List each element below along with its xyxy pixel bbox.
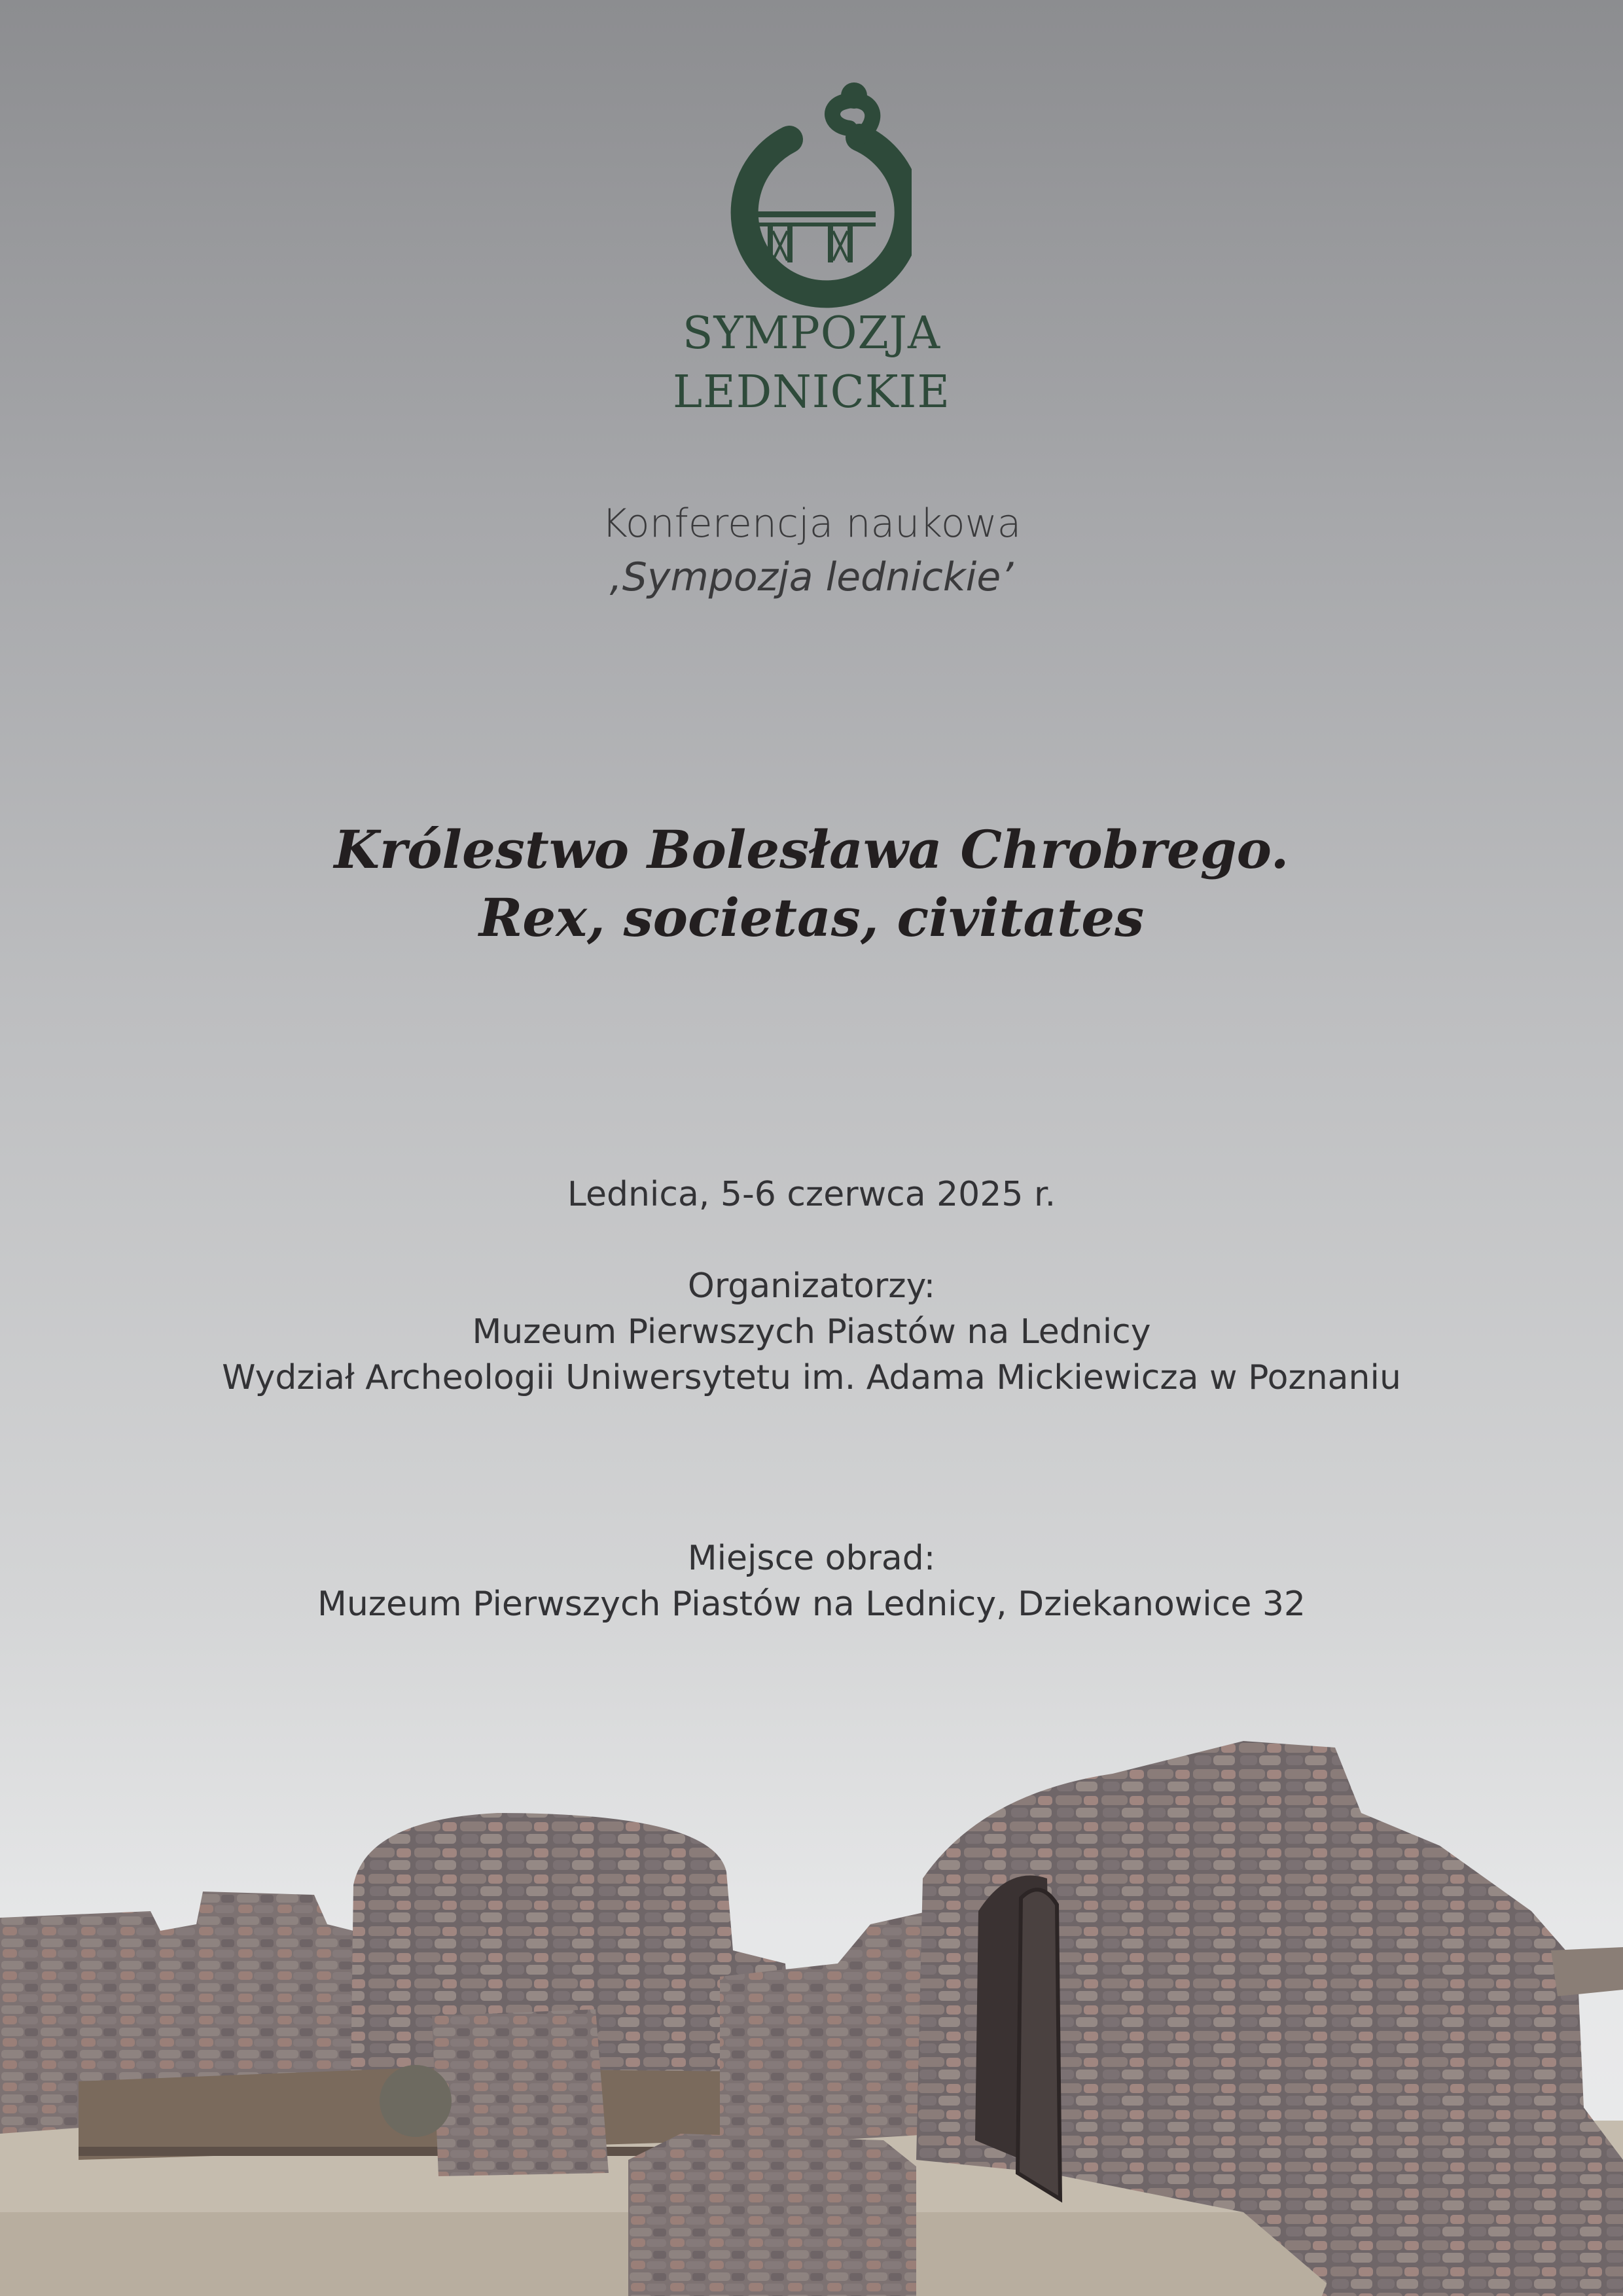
title-line-1: Królestwo Bolesława Chrobrego. [334,819,1289,880]
logo-text-lednickie: LEDNICKIE [672,367,950,418]
venue-address: Muzeum Pierwszych Piastów na Lednicy, Dziekanowice 32 [317,1585,1306,1624]
event-name: ‚Sympozja lednickie’ [609,554,1014,600]
organizer-1: Muzeum Pierwszych Piastów na Lednicy [472,1312,1151,1352]
event-type: Konferencja naukowa [601,501,1022,547]
date-place: Lednica, 5-6 czerwca 2025 r. [567,1175,1056,1214]
venue-heading: Miejsce obrad: [687,1539,936,1578]
serpent-ring-bridge-icon [709,77,912,310]
logo-text-sympozja: SYMPOZJA [682,308,941,359]
organizer-2: Wydział Archeologii Uniwersytetu im. Adama Mickiewicza w Poznaniu [222,1358,1401,1397]
title-line-2: Rex, societas, civitates [478,887,1145,948]
organizers-heading: Organizatorzy: [687,1266,936,1306]
stone-ruins-photo [0,1715,1623,2296]
